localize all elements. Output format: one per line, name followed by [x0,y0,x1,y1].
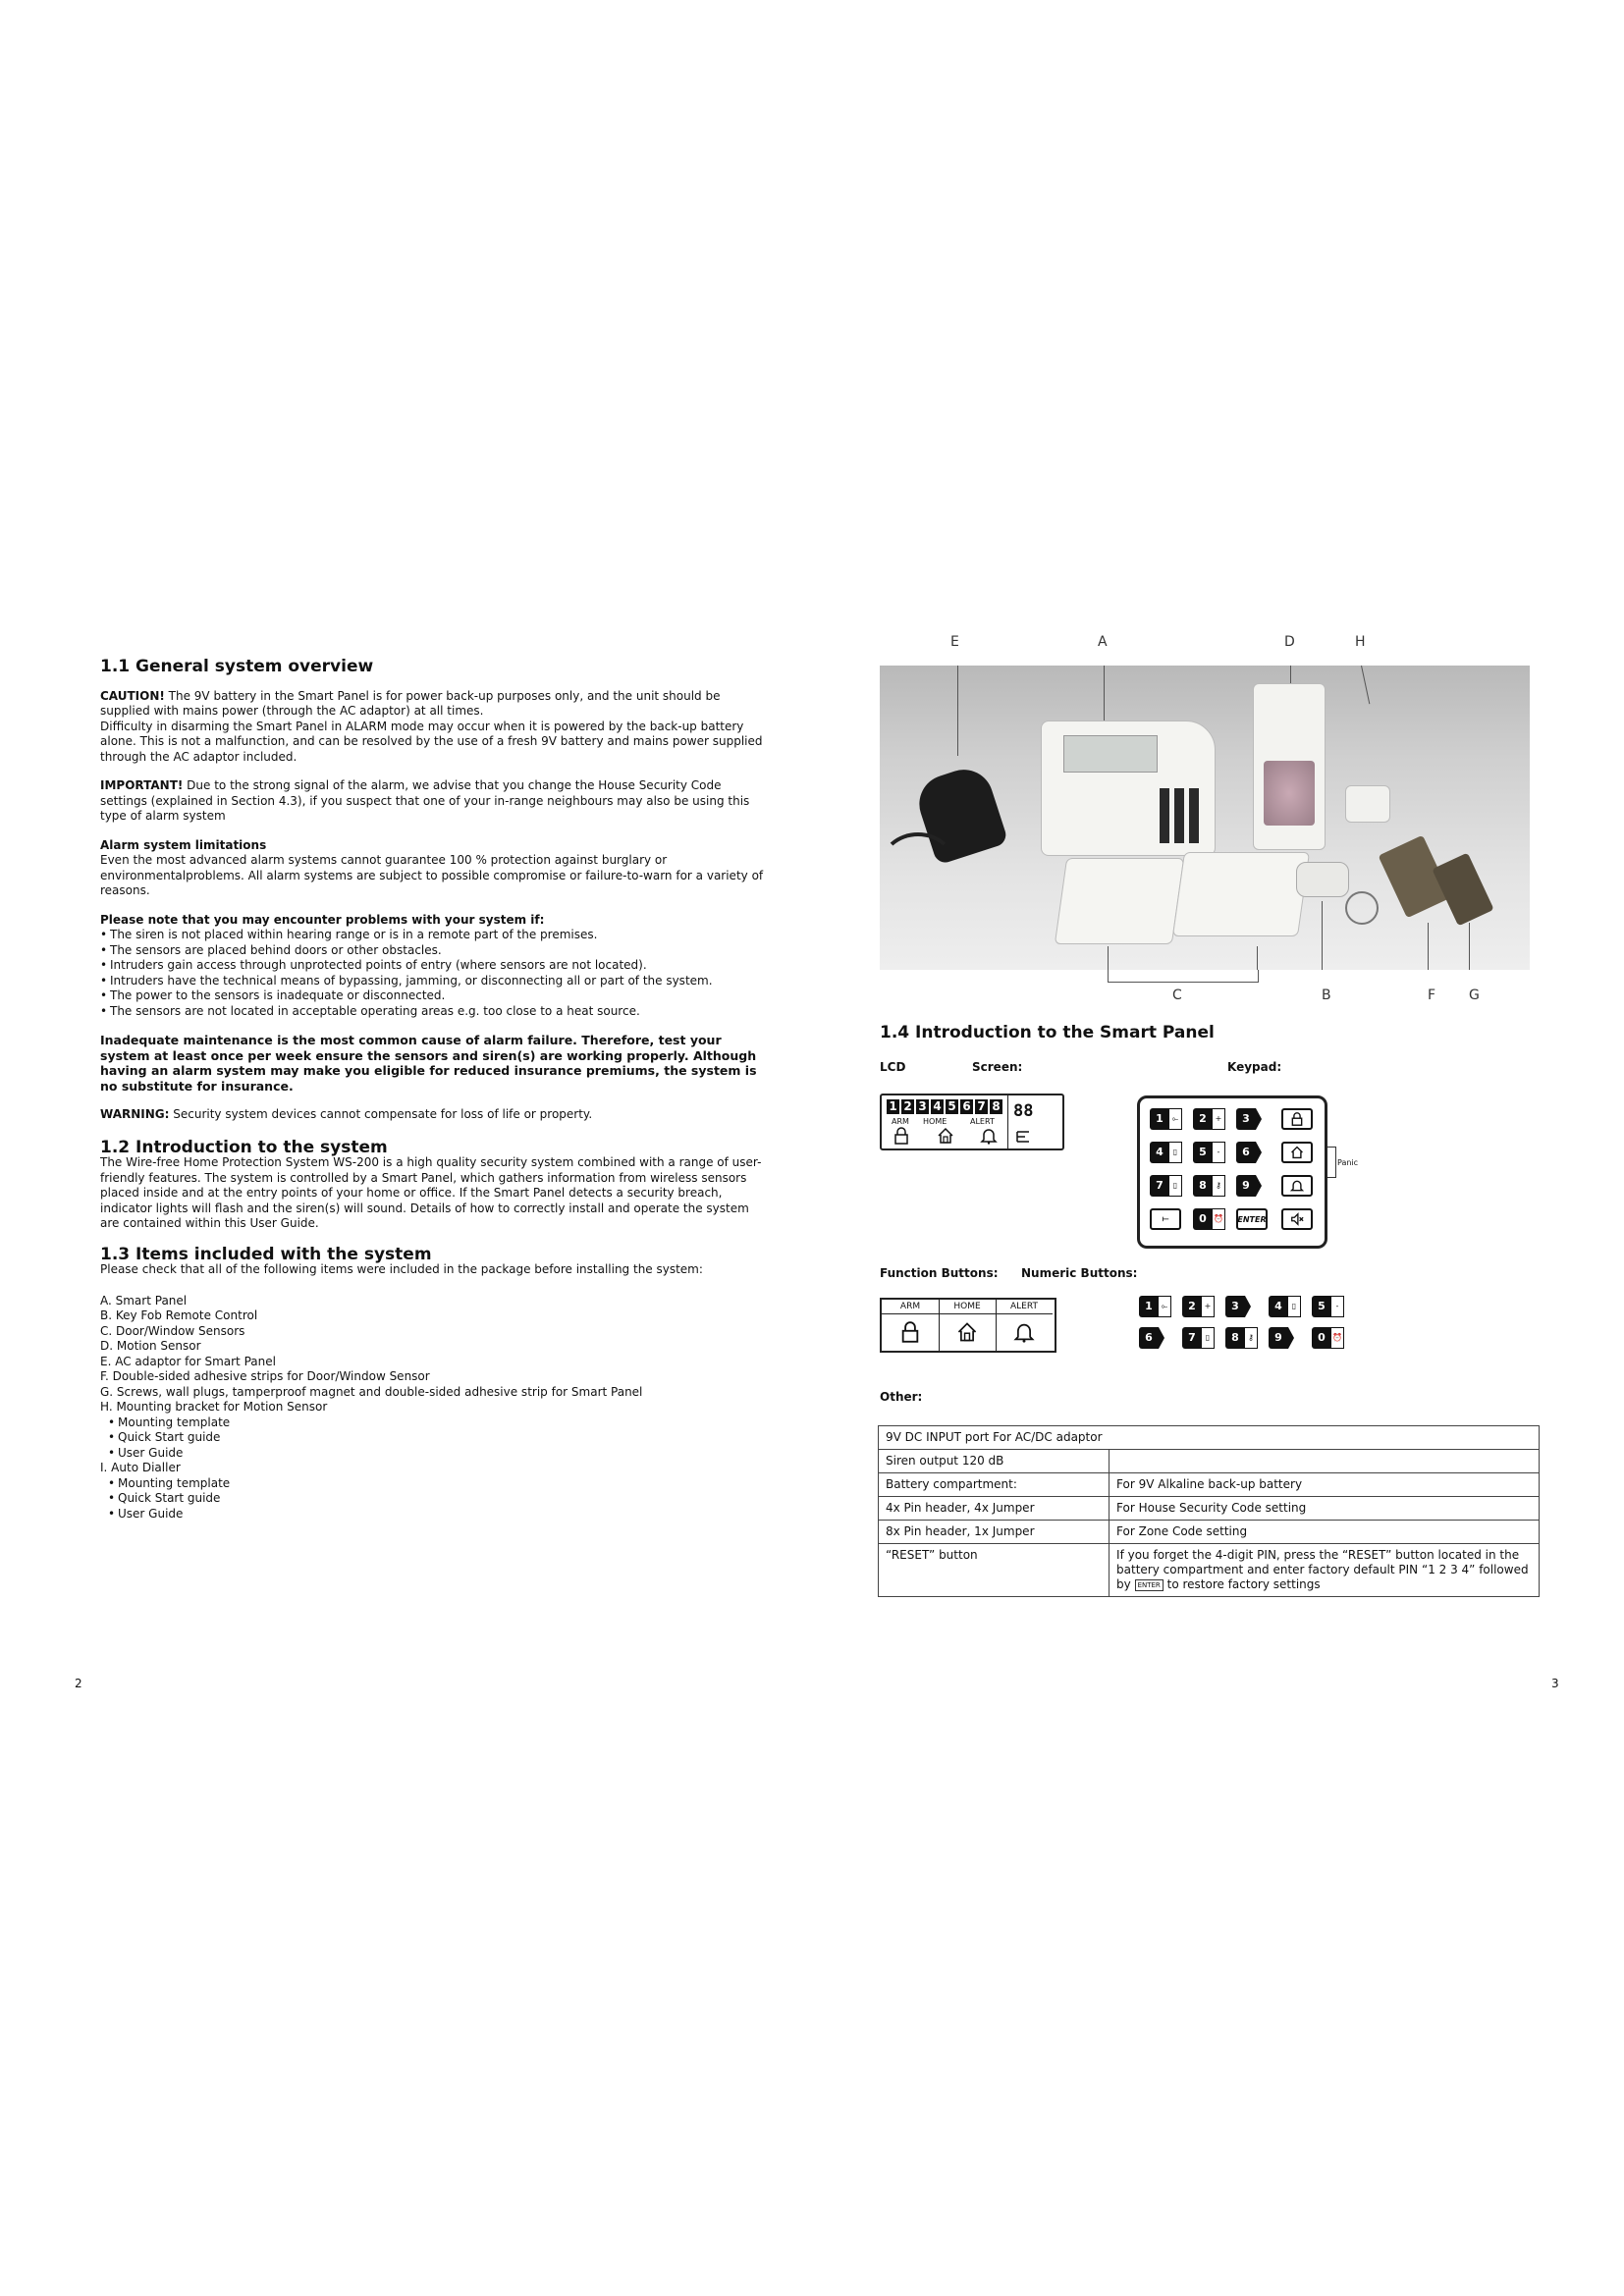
reset-tail: to restore factory settings [1163,1577,1321,1591]
lcd-arm-label: ARM [892,1117,909,1126]
table-row [879,1450,1540,1473]
door-sensor-image [1055,858,1184,944]
important-text: Due to the strong signal of the alarm, we advise that you change the House Security Code settings (explained in Section 4.3), if you suspect that one of your in-range neighbours may also be using this type of alarm system [100,778,750,823]
table-cell: 9V DC INPUT port For AC/DC adaptor [879,1426,1110,1450]
table-cell [1110,1544,1540,1597]
leader-line [1361,666,1370,704]
h-sublist [100,1415,764,1462]
maintenance-text: Inadequate maintenance is the most common cause of alarm failure. Therefore, test your system at least once per week ensure the sensors and siren(s) are working properly. Although having an alarm system may make you eligible for reduced insurance premiums, the system is no substitute for insurance. [100,1033,757,1094]
lcd-zone-digit: 2 [901,1099,914,1114]
bell-icon [980,1127,998,1145]
list-item: • Mounting template [108,1415,764,1431]
limitations-heading: Alarm system limitations [100,837,267,852]
caution-text: The 9V battery in the Smart Panel is for power back-up purposes only, and the unit should be supplied with mains power (through the AC adaptor) at all times. [100,688,721,718]
list-item: I. Auto Dialler [100,1461,181,1474]
key-0: 0 ⏰ [1193,1208,1224,1230]
list-item: • The siren is not placed within hearing range or is in a remote part of the premises. [100,928,764,943]
table-row [879,1473,1540,1497]
speaker-mute-icon [1290,1212,1304,1226]
list-item: • Intruders gain access through unprotected points of entry (where sensors are not located). [100,958,764,974]
screen-label: Screen: [972,1060,1023,1074]
alert-key [1281,1175,1313,1197]
page-number-right: 3 [1551,1677,1559,1690]
leader-line [1108,946,1109,970]
signal-icon [1015,1129,1031,1145]
function-buttons-label: Function Buttons: [880,1266,999,1280]
list-item: G. Screws, wall plugs, tamperproof magnet and double-sided adhesive strip for Smart Panel [100,1384,643,1399]
key-0: 0 ⏰ [1312,1327,1343,1349]
key-5: 5 - [1312,1296,1343,1317]
key-3: 3 [1225,1296,1257,1317]
key-4: 4 ▯ [1269,1296,1300,1317]
key-back: ⟝ [1150,1208,1181,1230]
list-item: • The sensors are not located in acceptable operating areas e.g. too close to a heat source. [100,1004,764,1020]
problems-list [100,928,764,1019]
photo-label-b: B [1322,988,1331,1003]
system-components-photo [880,666,1530,970]
function-button-home: HOME [939,1300,997,1351]
section-1-2-text: The Wire-free Home Protection System WS-200 is a high quality security system combined with a range of user-friendly features. The system is controlled by a Smart Panel, which gathers information from wireless sensors placed inside and at the entry points of your home or office. If the Smart Panel detects a security breach, indicator lights will flash and the siren(s) will sound. Details of how to correctly install and operate the system are contained within this User Guide. [100,1155,762,1230]
items-list [100,1294,764,1522]
lcd-alert-label: ALERT [970,1117,995,1126]
lcd-divider [1007,1095,1008,1148]
photo-label-d: D [1284,634,1295,650]
photo-label-c: C [1172,988,1182,1003]
section-1-1-title: 1.1 General system overview [100,657,374,676]
table-cell: “RESET” button [879,1544,1110,1597]
key-1: 1 ⟜ [1150,1108,1181,1130]
table-row [879,1497,1540,1521]
table-cell: For Zone Code setting [1110,1521,1540,1544]
key-6: 6 [1139,1327,1170,1349]
smart-panel-image [1041,721,1216,856]
photo-label-g: G [1469,988,1480,1003]
list-item: A. Smart Panel [100,1293,188,1308]
key-6: 6 [1236,1142,1268,1163]
key-2: 2 + [1182,1296,1214,1317]
key-5: 5 - [1193,1142,1224,1163]
important-paragraph [100,778,764,825]
warning-text: Security system devices cannot compensate for loss of life or property. [169,1107,593,1121]
leader-line [1469,923,1470,970]
home-icon [1290,1146,1304,1159]
list-item: C. Door/Window Sensors [100,1323,245,1338]
reset-text: If you forget the 4-digit PIN, press the “RESET” button located in the battery compartment and enter factory default PIN “1 2 3 4” followed by [1116,1548,1529,1591]
lcd-zone-digit: 4 [931,1099,944,1114]
numeric-buttons-diagram [1139,1296,1355,1353]
enter-key: ENTER [1236,1208,1268,1230]
function-buttons-diagram [880,1298,1056,1353]
key-8: 8 ⚷ [1225,1327,1257,1349]
caution-label: CAUTION! [100,688,165,703]
table-cell: Siren output 120 dB [879,1450,1110,1473]
panic-bracket [1327,1147,1336,1178]
mute-key [1281,1208,1313,1230]
table-cell: For 9V Alkaline back-up battery [1110,1473,1540,1497]
home-key [1281,1142,1313,1163]
section-1-3-intro: Please check that all of the following items were included in the package before installing the system: [100,1262,703,1276]
lcd-zone-digit: 1 [887,1099,899,1114]
table-row [879,1521,1540,1544]
numeric-buttons-label: Numeric Buttons: [1021,1266,1138,1280]
lock-icon [1290,1112,1304,1126]
key-4: 4 ▯ [1150,1142,1181,1163]
left-page [100,657,764,1522]
list-item: H. Mounting bracket for Motion Sensor [100,1400,328,1414]
list-item: D. Motion Sensor [100,1339,201,1353]
arm-lock-key [1281,1108,1313,1130]
list-item: B. Key Fob Remote Control [100,1308,258,1322]
leader-line [1104,666,1105,724]
photo-label-h: H [1355,634,1366,650]
table-cell: 8x Pin header, 1x Jumper [879,1521,1110,1544]
lock-icon [893,1127,909,1145]
label-c-bracket [1108,970,1259,983]
lcd-zone-digit: 7 [975,1099,988,1114]
table-cell: Battery compartment: [879,1473,1110,1497]
list-item: • User Guide [108,1446,764,1462]
lcd-zone-digit: 6 [960,1099,973,1114]
key-1: 1 ⟜ [1139,1296,1170,1317]
list-item: • Quick Start guide [108,1430,764,1446]
mounting-bracket-image [1345,785,1390,823]
other-label: Other: [880,1390,923,1404]
i-sublist [100,1476,764,1522]
key-7: 7 ▯ [1150,1175,1181,1197]
key-9: 9 [1269,1327,1300,1349]
lcd-home-label: HOME [923,1117,947,1126]
leader-line [1257,946,1258,970]
lcd-zone-digit: 5 [946,1099,958,1114]
photo-label-f: F [1428,988,1436,1003]
bell-icon [1290,1179,1304,1193]
key-ring-image [1345,891,1379,925]
bell-icon [1013,1321,1035,1343]
list-item: F. Double-sided adhesive strips for Door/Window Sensor [100,1369,430,1383]
list-item: • The sensors are placed behind doors or other obstacles. [100,943,764,959]
lcd-zone-digit: 8 [990,1099,1002,1114]
section-1-2-title: 1.2 Introduction to the system [100,1137,388,1157]
key-3: 3 [1236,1108,1268,1130]
key-8: 8 ⚷ [1193,1175,1224,1197]
limitations-text: Even the most advanced alarm systems cannot guarantee 100 % protection against burglary or environmentalproblems. All alarm systems are subject to possible compromise or failure-to-warn for a variety of reasons. [100,853,764,897]
list-item: • User Guide [108,1507,764,1522]
key-7: 7 ▯ [1182,1327,1214,1349]
function-button-arm: ARM [882,1300,940,1351]
table-row [879,1426,1540,1450]
door-sensor-image [1172,852,1310,936]
lcd-zone-digit: 3 [916,1099,929,1114]
list-item: E. AC adaptor for Smart Panel [100,1354,276,1368]
problems-heading: Please note that you may encounter problems with your system if: [100,912,545,927]
important-label: IMPORTANT! [100,778,184,792]
lcd-label: LCD [880,1060,906,1074]
lcd-big-digits: 88 [1013,1101,1034,1121]
warning-paragraph [100,1107,764,1123]
keypad-diagram [1137,1095,1327,1249]
list-item: • Quick Start guide [108,1491,764,1507]
leader-line [957,666,958,756]
list-item: • Mounting template [108,1476,764,1492]
panic-label: Panic [1337,1158,1359,1167]
function-button-alert: ALERT [996,1300,1053,1351]
key-fob-image [1296,862,1349,897]
adaptor-cable [880,832,956,899]
other-specs-table [878,1425,1540,1597]
warning-label: WARNING: [100,1107,170,1121]
lock-icon [900,1321,920,1343]
caution-paragraph [100,689,764,720]
section-1-4-title: 1.4 Introduction to the Smart Panel [880,1023,1215,1042]
home-icon [937,1127,954,1145]
keypad-label: Keypad: [1227,1060,1282,1074]
leader-line [1428,923,1429,970]
key-9: 9 [1236,1175,1268,1197]
photo-label-e: E [950,634,959,650]
photo-label-a: A [1098,634,1108,650]
section-1-3-title: 1.3 Items included with the system [100,1244,432,1264]
page-number-left: 2 [75,1677,82,1690]
motion-sensor-image [1253,683,1326,850]
table-cell [1110,1426,1540,1450]
list-item: • Intruders have the technical means of bypassing, jamming, or disconnecting all or part of the system. [100,974,764,989]
lcd-screen [880,1094,1064,1150]
table-cell: 4x Pin header, 4x Jumper [879,1497,1110,1521]
leader-line [1322,901,1323,970]
home-icon [956,1321,978,1343]
list-item: • The power to the sensors is inadequate or disconnected. [100,988,764,1004]
key-2: 2 + [1193,1108,1224,1130]
table-cell [1110,1450,1540,1473]
screws-bag-image [1432,853,1493,927]
table-row [879,1544,1540,1597]
enter-key-inline: ENTER [1135,1579,1164,1591]
table-cell: For House Security Code setting [1110,1497,1540,1521]
caution-text-2: Difficulty in disarming the Smart Panel in ALARM mode may occur when it is powered by the back-up battery alone. This is not a malfunction, and can be resolved by the use of a fresh 9V battery and mains power supplied through the AC adaptor included. [100,719,763,764]
